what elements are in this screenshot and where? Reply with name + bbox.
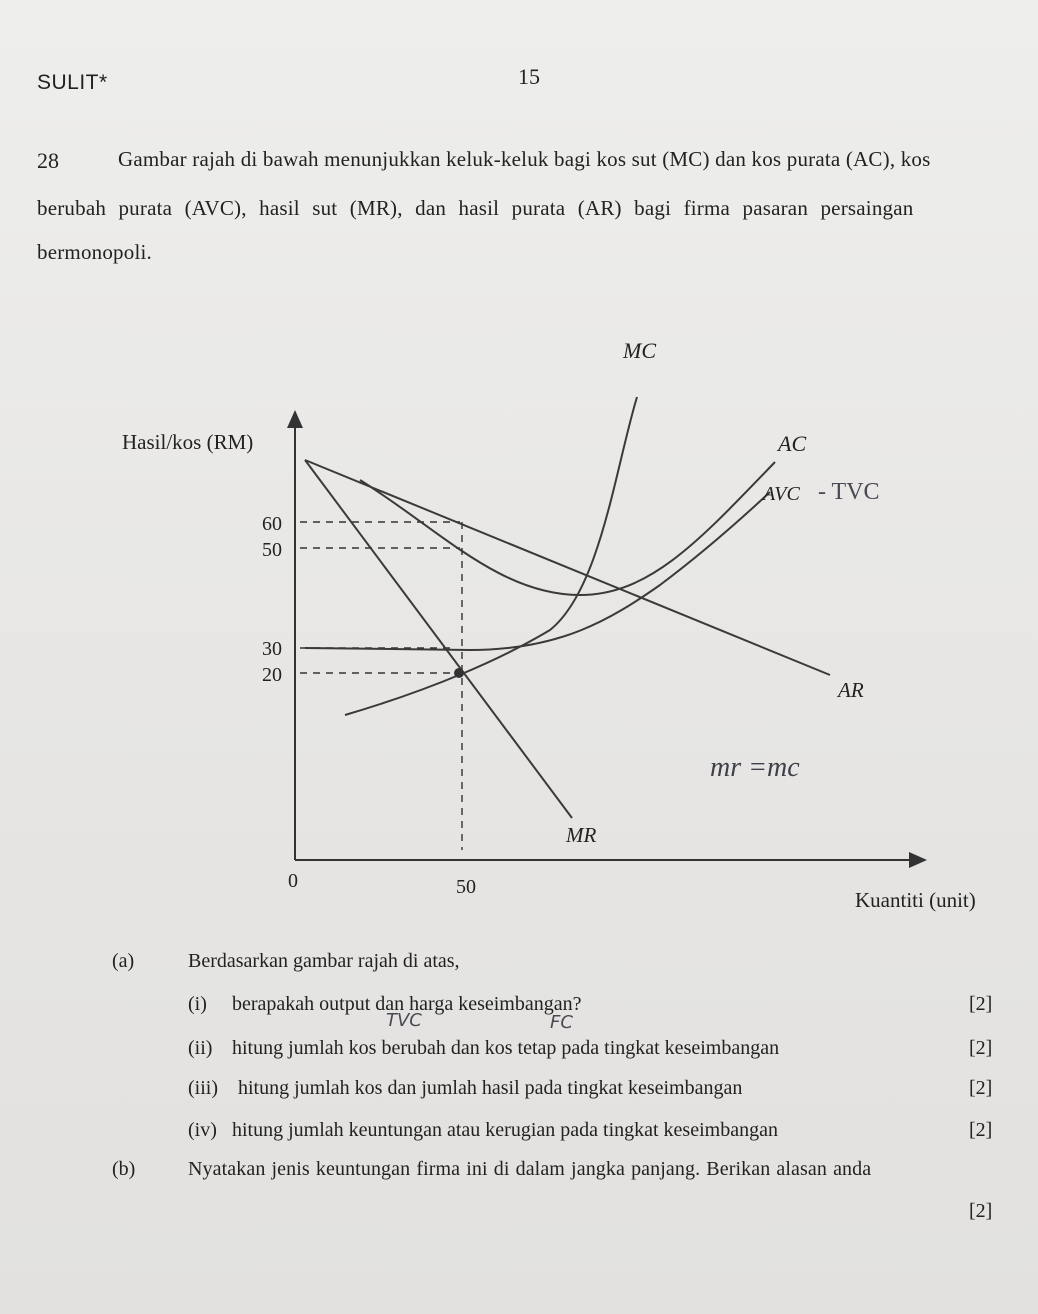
y-axis-label: Hasil/kos (RM) <box>122 430 254 454</box>
item-i-num: (i) <box>188 993 207 1015</box>
x-tick-50: 50 <box>456 876 476 898</box>
ac-label: AC <box>778 431 807 456</box>
part-b-label: (b) <box>112 1158 136 1180</box>
item-ii-marks: [2] <box>969 1037 993 1059</box>
item-iii-text: hitung jumlah kos dan jumlah hasil pada tingkat keseimbangan <box>238 1077 743 1099</box>
item-iv-num: (iv) <box>188 1119 217 1141</box>
confidentiality-label: SULIT* <box>37 71 108 94</box>
item-iii-num: (iii) <box>188 1077 218 1099</box>
handwritten-tvc: TVC <box>386 1010 422 1031</box>
item-ii-text: hitung jumlah kos berubah dan kos tetap pada tingkat keseimbangan <box>232 1037 780 1059</box>
handwritten-mr-mc-note: mr =mc <box>710 752 800 783</box>
origin-label: 0 <box>288 870 298 892</box>
mc-curve <box>345 397 637 715</box>
avc-label: AVC <box>763 483 800 505</box>
mc-label: MC <box>623 338 656 363</box>
part-b-marks: [2] <box>969 1200 993 1222</box>
part-a-label: (a) <box>112 950 135 972</box>
x-axis-label: Kuantiti (unit) <box>855 888 976 912</box>
part-b-text: Nyatakan jenis keuntungan firma ini di dalam jangka panjang. Berikan alasan anda <box>188 1158 872 1180</box>
handwritten-fc: FC <box>550 1012 573 1033</box>
question-number: 28 <box>37 148 59 173</box>
y-tick-30: 30 <box>262 638 282 660</box>
item-iv-marks: [2] <box>969 1119 993 1141</box>
ar-curve <box>305 460 830 675</box>
item-i-text: berapakah output dan harga keseimbangan? <box>232 993 582 1015</box>
y-tick-60: 60 <box>262 513 282 535</box>
item-i-marks: [2] <box>969 993 993 1015</box>
question-intro-line-3: bermonopoli. <box>37 240 152 264</box>
part-a-text: Berdasarkan gambar rajah di atas, <box>188 950 460 972</box>
item-ii-num: (ii) <box>188 1037 213 1059</box>
item-iv-text: hitung jumlah keuntungan atau kerugian pada tingkat keseimbangan <box>232 1119 778 1141</box>
y-tick-50: 50 <box>262 539 282 561</box>
item-iii-marks: [2] <box>969 1077 993 1099</box>
page-number: 15 <box>518 64 540 89</box>
y-tick-20: 20 <box>262 664 282 686</box>
equilibrium-point <box>454 668 464 678</box>
question-intro-line-1: Gambar rajah di bawah menunjukkan keluk-keluk bagi kos sut (MC) dan kos purata (AC), kos <box>118 147 931 171</box>
question-intro-line-2: berubah purata (AVC), hasil sut (MR), dan hasil purata (AR) bagi firma pasaran persaingan <box>37 196 914 220</box>
handwritten-tvc-note: - TVC <box>818 479 880 505</box>
mr-label: MR <box>566 823 597 847</box>
avc-curve <box>305 492 770 650</box>
ac-curve <box>360 462 775 595</box>
ar-label: AR <box>838 678 864 702</box>
